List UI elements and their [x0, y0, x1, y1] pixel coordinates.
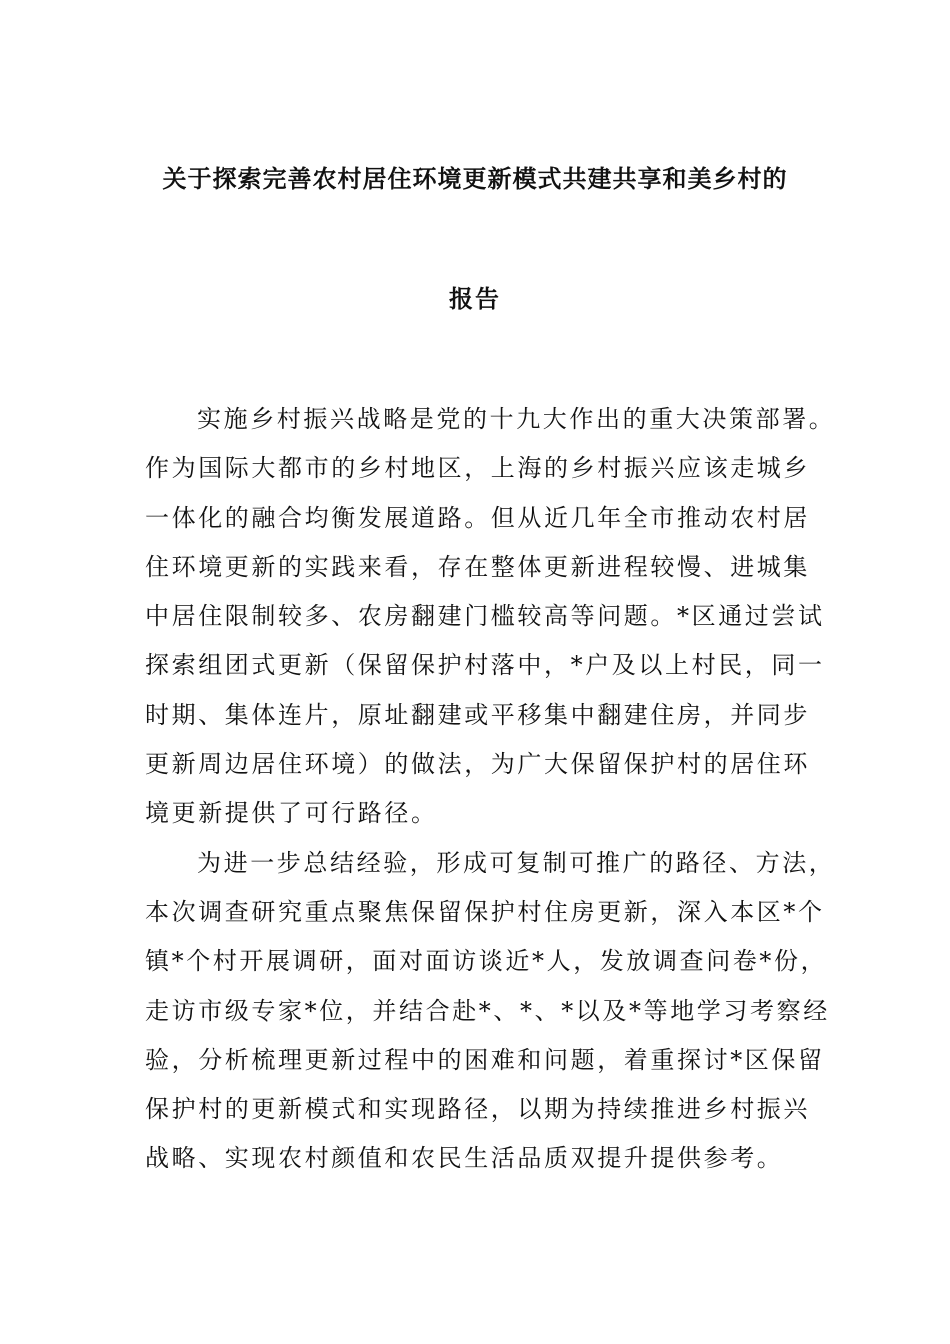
document-body [145, 395, 835, 1184]
paragraph-line: 走访市级专家*位，并结合赴*、*、*以及*等地学习考察经 [145, 996, 830, 1025]
paragraph-line: 为进一步总结经验，形成可复制可推广的路径、方法， [197, 848, 836, 877]
paragraph-line: 探索组团式更新（保留保护村落中，*户及以上村民，同一 [145, 651, 825, 680]
paragraph-line: 作为国际大都市的乡村地区，上海的乡村振兴应该走城乡 [145, 454, 810, 483]
paragraph-line: 保护村的更新模式和实现路径，以期为持续推进乡村振兴 [145, 1095, 810, 1124]
paragraph-line: 一体化的融合均衡发展道路。但从近几年全市推动农村居 [145, 503, 810, 532]
paragraph-line: 实施乡村振兴战略是党的十九大作出的重大决策部署。 [197, 405, 836, 433]
paragraph-line: 镇*个村开展调研，面对面访谈近*人，发放调查问卷*份， [145, 947, 828, 976]
document-title-line-2: 报告 [449, 285, 501, 313]
paragraph-line: 本次调查研究重点聚焦保留保护村住房更新，深入本区*个 [145, 897, 825, 926]
paragraph-2 [145, 839, 835, 1184]
paragraph-line: 住环境更新的实践来看，存在整体更新进程较慢、进城集 [145, 552, 810, 581]
paragraph-line: 战略、实现农村颜值和农民生活品质双提升提供参考。 [145, 1144, 784, 1173]
paragraph-line: 中居住限制较多、农房翻建门槛较高等问题。*区通过尝试 [145, 602, 825, 631]
paragraph-line: 时期、集体连片，原址翻建或平移集中翻建住房，并同步 [145, 700, 810, 729]
document-title-line-1: 关于探索完善农村居住环境更新模式共建共享和美乡村的 [162, 165, 788, 193]
paragraph-line: 验，分析梳理更新过程中的困难和问题，着重探讨*区保留 [145, 1045, 825, 1074]
paragraph-line: 更新周边居住环境）的做法，为广大保留保护村的居住环 [145, 750, 810, 779]
paragraph-line: 境更新提供了可行路径。 [145, 799, 438, 828]
paragraph-1 [145, 395, 835, 839]
